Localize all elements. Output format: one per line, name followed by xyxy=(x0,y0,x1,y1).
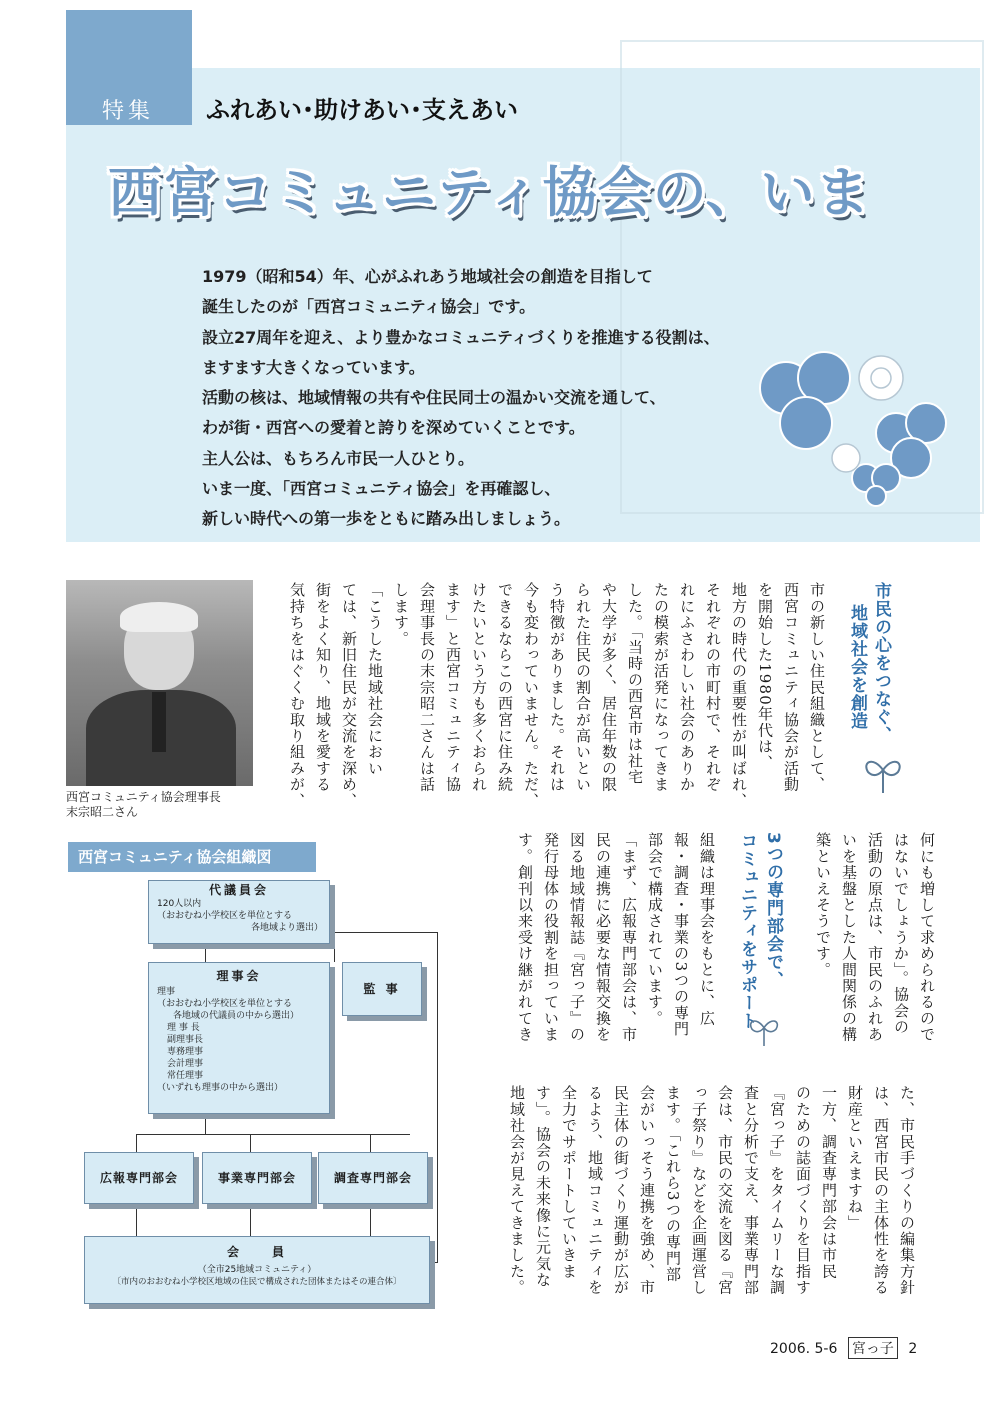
board-note: 理事 xyxy=(157,987,176,997)
body-line: 組織は理事会をもとに、広 xyxy=(698,832,716,1027)
section2-heading-line1: 3つの専門部会で、 xyxy=(763,832,783,989)
photo-caption xyxy=(66,790,221,820)
body-line: します。 xyxy=(392,582,410,647)
page-number: 2 xyxy=(908,1341,918,1357)
research-committee-label: 調査専門部会 xyxy=(333,1171,412,1185)
section2-mid-body xyxy=(500,832,720,1068)
body-line: ます。「これら3つの専門部 xyxy=(664,1085,682,1283)
body-line: 何にも増して求められるので xyxy=(918,832,936,1043)
intro-line: 設立27周年を迎え、より豊かなコミュニティづくりを推進する役割は、 xyxy=(202,327,720,347)
body-line: っ子祭り』などを企画運営し xyxy=(690,1085,708,1296)
body-line: う特徴がありました。それは xyxy=(548,582,566,793)
body-line: 築といえそうです。 xyxy=(814,832,832,978)
body-line: す」。協会の未来像に元気な xyxy=(534,1085,552,1289)
subtitle: ふれあい･助けあい･支えあい xyxy=(206,96,518,124)
board-note: （おおむね小学校区を単位とする xyxy=(157,999,293,1009)
pr-committee-label: 広報専門部会 xyxy=(99,1171,178,1185)
body-line: 「まず、広報専門部会は、市 xyxy=(620,832,638,1043)
delegates-note: 120人以内 xyxy=(157,899,202,909)
body-line: ては、新旧住民が交流を深め、 xyxy=(340,582,358,809)
body-line: れにふさわしい社会のありか xyxy=(678,582,696,793)
intro-text xyxy=(202,262,802,535)
members-box xyxy=(84,1236,430,1304)
body-line: 市の新しい住民組織として、 xyxy=(808,582,826,793)
delegates-note: （おおむね小学校区を単位とする xyxy=(157,911,293,921)
board-note: 副理事長 xyxy=(167,1035,204,1045)
body-line: それぞれの市町村で、それぞ xyxy=(704,582,722,793)
body-line: を開始した1980年代は、 xyxy=(756,582,774,771)
intro-line: ますます大きくなっています。 xyxy=(202,357,425,377)
issue-date: 2006. 5-6 xyxy=(770,1341,838,1357)
body-line: た、市民手づくりの編集方針 xyxy=(898,1085,916,1296)
intro-line: 主人公は、もちろん市民一人ひとり。 xyxy=(202,448,475,468)
section1-body xyxy=(270,582,830,818)
body-line: たの模索が活発になってきま xyxy=(652,582,670,793)
body-line: られた住民の割合が高いとい xyxy=(574,582,592,793)
body-line: いを基盤とした人間関係の構 xyxy=(840,832,858,1043)
body-line: 『宮っ子』をタイムリーな調 xyxy=(768,1085,786,1296)
body-line: 報・調査・事業の3つの専門 xyxy=(672,832,690,1038)
body-line: 街をよく知り、地域を愛する xyxy=(314,582,332,793)
clover-flower-decoration xyxy=(746,338,966,508)
intro-line: 誕生したのが「西宮コミュニティ協会」です。 xyxy=(202,297,536,317)
body-line: 部会で構成されています。 xyxy=(646,832,664,1027)
board-box xyxy=(148,962,330,1114)
board-note: 会計理事 xyxy=(167,1059,204,1069)
body-line: す。創刊以来受け継がれてき xyxy=(516,832,534,1043)
section1-heading-line1: 市民の心をつなぐ、 xyxy=(871,582,891,744)
chairman-photo xyxy=(66,580,253,786)
board-note: 常任理事 xyxy=(167,1071,204,1081)
page-footer xyxy=(770,1337,917,1359)
pr-committee-box xyxy=(84,1152,194,1204)
intro-line: 活動の核は、地域情報の共有や住民同士の温かい交流を通して、 xyxy=(202,388,666,408)
body-line: 会理事長の末宗昭二さんは話 xyxy=(418,582,436,793)
body-line: 地方の時代の重要性が叫ばれ、 xyxy=(730,582,748,809)
body-line: は、西宮市民の主体性を誇る xyxy=(872,1085,890,1296)
section1-heading-line2: 地域社会を創造 xyxy=(847,604,867,730)
feature-tag-label: 特集 xyxy=(102,99,155,124)
caption-line: 西宮コミュニティ協会理事長 xyxy=(66,790,221,804)
body-line: や大学が多く、居住年数の限 xyxy=(600,582,618,793)
auditor-label: 監 事 xyxy=(363,982,401,996)
section2-heading-line2: コミュニティをサポート xyxy=(737,832,757,1030)
delegates-label: 代議員会 xyxy=(208,883,269,897)
body-line: 民の連携に必要な情報交換を xyxy=(594,832,612,1043)
intro-line: 1979（昭和54）年、心がふれあう地域社会の創造を目指して xyxy=(202,267,653,286)
section2-bottom-body xyxy=(500,1085,920,1321)
body-line: 一方、調査専門部会は市民 xyxy=(820,1085,838,1280)
org-chart-title: 西宮コミュニティ協会組織図 xyxy=(68,842,316,872)
magazine-logo: 宮っ子 xyxy=(848,1337,898,1359)
research-committee-box xyxy=(318,1152,428,1204)
body-line: けたいという方も多くおられ xyxy=(470,582,488,793)
body-line: 地域社会が見えてきました。 xyxy=(508,1085,526,1296)
sprout-icon xyxy=(744,1008,784,1052)
body-line: 全力でサポートしていきま xyxy=(560,1085,578,1280)
body-line: 会がいっそう連携を強め、市 xyxy=(638,1085,656,1296)
body-line: はないでしょうか」。協会の xyxy=(892,832,910,1036)
auditor-box xyxy=(342,962,422,1016)
body-line: 「こうした地域社会におい xyxy=(366,582,384,777)
caption-line: 末宗昭二さん xyxy=(66,805,139,819)
body-line: できるならこの西宮に住み続 xyxy=(496,582,514,793)
intro-line: いま一度、「西宮コミュニティ協会」を再確認し、 xyxy=(202,479,561,499)
board-note: 理 事 長 xyxy=(167,1023,200,1033)
members-label: 会 員 xyxy=(226,1245,287,1259)
section2-top-body xyxy=(800,832,940,1068)
sprout-icon xyxy=(858,748,908,798)
body-line: 査と分析で支え、事業専門部 xyxy=(742,1085,760,1296)
body-line: 会は、市民の交流を図る『宮 xyxy=(716,1085,734,1296)
board-note: （いずれも理事の中から選出） xyxy=(157,1083,284,1093)
delegates-box xyxy=(148,880,330,944)
business-committee-box xyxy=(202,1152,312,1204)
intro-line: わが街・西宮への愛着と誇りを深めていくことです。 xyxy=(202,418,585,438)
feature-tag xyxy=(66,10,192,125)
body-line: のための誌面づくりを目指す xyxy=(794,1085,812,1296)
page-title: 西宮コミュニティ協会の、いま xyxy=(108,161,871,224)
body-line: 西宮コミュニティ協会が活動 xyxy=(782,582,800,793)
body-line: るよう、地域コミュニティを xyxy=(586,1085,604,1296)
body-line: 発行母体の役割を担っていま xyxy=(542,832,560,1043)
board-label: 理事会 xyxy=(216,969,262,983)
body-line: 気持ちをはぐくむ取り組みが、 xyxy=(288,582,306,809)
body-line: 今も変わっていません。ただ、 xyxy=(522,582,540,809)
body-line: 財産といえますね」 xyxy=(846,1085,864,1231)
body-line: 活動の原点は、市民のふれあ xyxy=(866,832,884,1043)
board-note: 専務理事 xyxy=(167,1047,204,1057)
body-line: した。「当時の西宮市は社宅 xyxy=(626,582,644,786)
members-note: （全市25地域コミュニティ） xyxy=(197,1265,317,1275)
body-line: 図る地域情報誌『宮っ子』の xyxy=(568,832,586,1043)
delegates-note: 各地域より選出） xyxy=(250,923,323,933)
body-line: ます」と西宮コミュニティ協 xyxy=(444,582,462,793)
board-note: 各地域の代議員の中から選出） xyxy=(173,1011,300,1021)
business-committee-label: 事業専門部会 xyxy=(217,1171,296,1185)
members-note: 〔市内のおおむね小学校区地域の住民で構成された団体またはその連合体〕 xyxy=(112,1277,402,1287)
intro-line: 新しい時代への第一歩をともに踏み出しましょう。 xyxy=(202,509,571,529)
body-line: 民主体の街づくり運動が広が xyxy=(612,1085,630,1296)
